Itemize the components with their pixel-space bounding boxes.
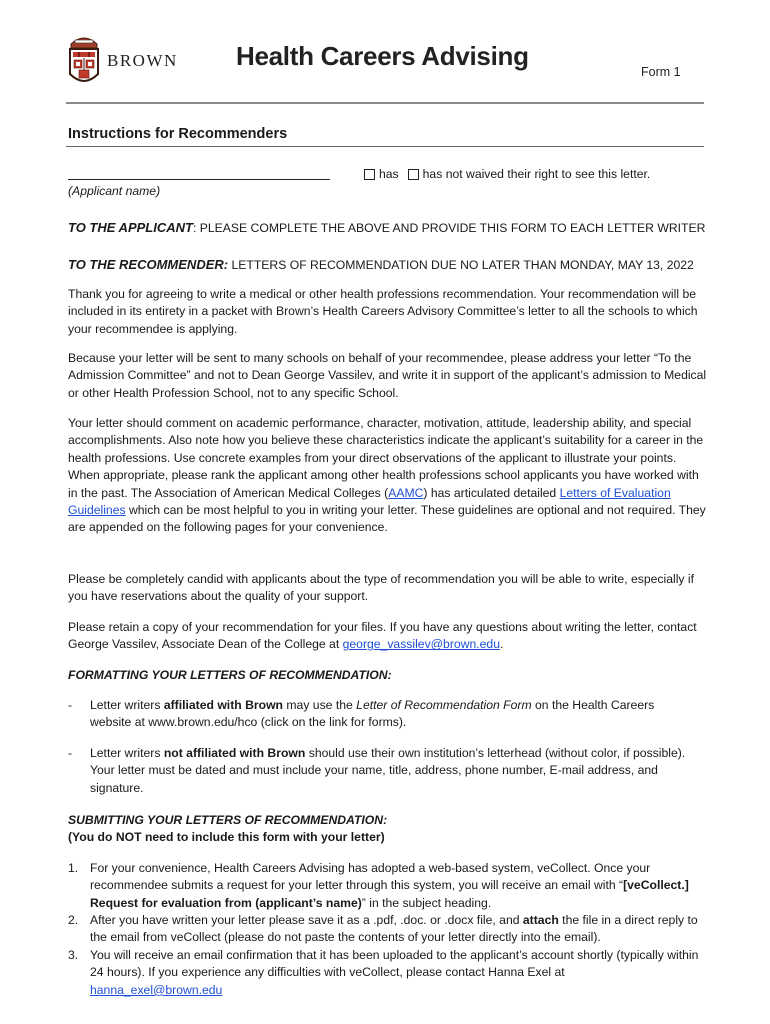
to-applicant-text: : PLEASE COMPLETE THE ABOVE AND PROVIDE THIS FORM TO EACH LETTER WRITER xyxy=(192,221,706,235)
to-recommender-line xyxy=(68,256,694,274)
waiver-options xyxy=(364,166,650,183)
step-text xyxy=(90,912,700,947)
header-divider xyxy=(66,102,704,104)
bullet-bold: not affiliated with Brown xyxy=(163,746,306,760)
bullet-bold: affiliated with Brown xyxy=(163,698,283,712)
step-text xyxy=(90,947,700,999)
formatting-heading: FORMATTING YOUR LETTERS OF RECOMMENDATION: xyxy=(68,668,392,682)
paragraph-candid: Please be completely candid with applicants about the type of recommendation you will be able to write, especially if you have reservations about the quality of your support. xyxy=(68,572,694,604)
paragraph-retain-copy xyxy=(68,619,708,654)
has-not-waived-label: has not waived their right to see this letter. xyxy=(422,167,651,181)
paragraph-address-letter: Because your letter will be sent to many schools on behalf of your recommendee, please address your letter “To the Admission Committee” and not to Dean George Vassilev, and write it in support of the applicant’s admission to Medical or other Health Profession School, not to any specific School. xyxy=(68,351,707,400)
step-text-part: the file in a direct reply to the email from veCollect (please do not paste the contents of your letter directly into the email). xyxy=(90,913,698,945)
bullet-text xyxy=(90,697,690,732)
applicant-name-field[interactable] xyxy=(68,179,330,180)
has-waived-label: has xyxy=(379,167,399,181)
bullet-italic: Letter of Recommendation Form xyxy=(356,698,532,712)
bullet-text-part: Letter writers xyxy=(90,698,164,712)
step-number: 3. xyxy=(68,948,79,962)
applicant-name-label: (Applicant name) xyxy=(68,184,161,198)
step-number: 2. xyxy=(68,913,79,927)
paragraph-text: . xyxy=(499,637,504,652)
to-recommender-text: LETTERS OF RECOMMENDATION DUE NO LATER THAN MONDAY, MAY 13, 2022 xyxy=(228,258,694,272)
step-text-part: After you have written your letter please save it as a .pdf, .doc. or .docx file, and xyxy=(90,913,523,927)
paragraph-letter-content xyxy=(68,415,708,537)
step-number: 1. xyxy=(68,861,79,875)
bullet-text-part: on the Health Careers website at www.brown.edu/hco (click on the link for forms). xyxy=(90,698,655,730)
step-text-part: You will receive an email confirmation that it has been uploaded to the applicant’s account shortly (typically within 24 hours). If you experience any difficulties with veCollect, please contact Hanna Exel at xyxy=(90,948,699,980)
bullet-text-part: may use the xyxy=(283,698,357,712)
step-text-part: ” in the subject heading. xyxy=(361,895,492,910)
to-applicant-line xyxy=(68,219,705,237)
brand-wordmark: BROWN xyxy=(107,51,178,70)
bullet-dash: - xyxy=(68,746,73,760)
george-email-link[interactable]: george_vassilev@brown.edu xyxy=(342,637,500,652)
to-applicant-lead: TO THE APPLICANT xyxy=(68,220,193,235)
step-text-part: For your convenience, Health Careers Advising has adopted a web-based system, veCollect. Once your recommendee submits a request for your letter through this system, you will receive an email with “ xyxy=(90,861,651,893)
page-title: Health Careers Advising xyxy=(236,41,529,71)
brown-shield-logo xyxy=(66,32,102,90)
section-title: Instructions for Recommenders xyxy=(68,126,288,142)
aamc-link[interactable]: AAMC xyxy=(388,485,424,500)
form-number: Form 1 xyxy=(641,65,681,79)
submitting-subheading: (You do NOT need to include this form with your letter) xyxy=(68,830,385,844)
paragraph-text: Please retain a copy of your recommendation for your files. If you have any questions about writing the letter, contact George Vassilev, Associate Dean of the College at xyxy=(68,620,697,652)
paragraph-text: ) has articulated detailed xyxy=(423,485,560,500)
bullet-text-part: Letter writers xyxy=(90,746,164,760)
paragraph-thank-you: Thank you for agreeing to write a medical or other health professions recommendation. Your recommendation will be included in its entirety in a packet with Brown’s Health Careers Advisory Committee’s letter to all the schools to which your recommendee is applying. xyxy=(68,287,698,336)
step-bold: attach xyxy=(522,913,559,927)
section-divider xyxy=(66,146,704,147)
bullet-text xyxy=(90,745,690,797)
bullet-dash: - xyxy=(68,698,73,712)
step-text xyxy=(90,860,700,912)
bullet-text-part: should use their own institution’s letterhead (without color, if possible). Your letter must be dated and must include your name, title, address, phone number, E-mail address, and signature. xyxy=(90,746,686,795)
step-bold: [veCollect.] Request for evaluation from (applicant’s name) xyxy=(90,878,689,910)
has-waived-checkbox[interactable] xyxy=(364,169,375,180)
paragraph-text: which can be most helpful to you in writing your letter. These guidelines are optional and not required. They are appended on the following pages for your convenience. xyxy=(68,503,706,535)
hanna-email-link[interactable]: hanna_exel@brown.edu xyxy=(90,982,223,997)
paragraph-text: Your letter should comment on academic performance, character, motivation, attitude, leadership ability, and special accomplishments. Also note how you believe these characteristics indicate the applicant’s suitability for a career in the health professions. Use concrete examples from your direct observations of the applicant to illustrate your points. When appropriate, please rank the applicant among other health professions school applicants you have worked with in the past. The Association of American Medical Colleges ( xyxy=(68,416,704,500)
evaluation-guidelines-link[interactable]: Letters of Evaluation Guidelines xyxy=(68,485,671,518)
submitting-heading: SUBMITTING YOUR LETTERS OF RECOMMENDATION: xyxy=(68,813,388,827)
to-recommender-lead: TO THE RECOMMENDER: xyxy=(68,257,229,272)
has-not-waived-checkbox[interactable] xyxy=(408,169,419,180)
